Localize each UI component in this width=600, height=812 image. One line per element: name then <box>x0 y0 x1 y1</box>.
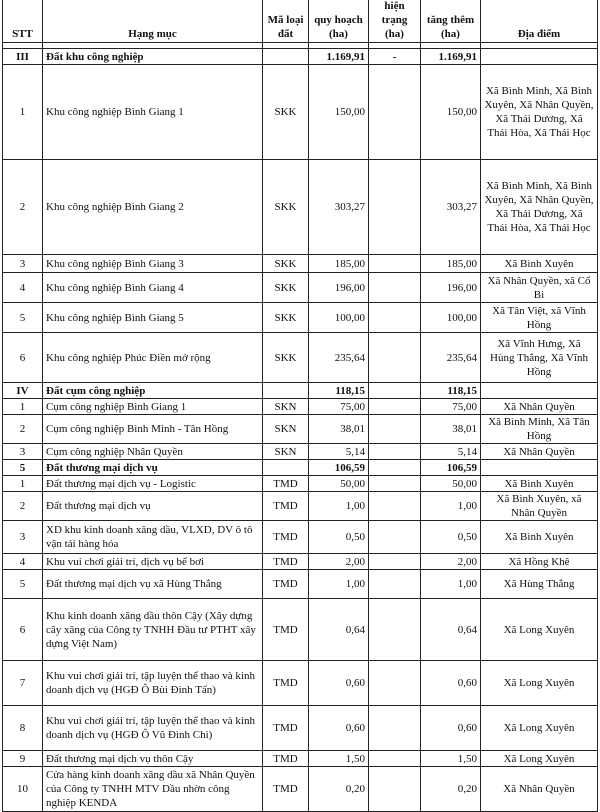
section-plan: 118,15 <box>309 383 369 399</box>
row-current <box>369 65 421 160</box>
row-location: Xã Long Xuyên <box>481 599 598 661</box>
row-increase: 2,00 <box>421 554 481 570</box>
row-location: Xã Bình Xuyên <box>481 255 598 273</box>
row-name: Khu công nghiệp Bình Giang 3 <box>43 255 263 273</box>
row-location: Xã Bình Xuyên <box>481 521 598 554</box>
row-increase: 1,00 <box>421 570 481 599</box>
row-plan: 1,00 <box>309 492 369 521</box>
row-name: Cụm công nghiệp Bình Minh - Tân Hồng <box>43 415 263 444</box>
section-increase: 106,59 <box>421 460 481 476</box>
section-code <box>263 49 309 65</box>
row-name: Cửa hàng kinh doanh xăng dầu xã Nhân Quyền của Công ty TNHH MTV Dầu nhờn công nghiệp KENDA <box>43 767 263 812</box>
table-row <box>3 767 598 812</box>
table-row <box>3 570 598 599</box>
row-increase: 303,27 <box>421 160 481 255</box>
row-code: TMD <box>263 476 309 492</box>
row-name: Khu công nghiệp Bình Giang 1 <box>43 65 263 160</box>
table-row <box>3 554 598 570</box>
section-location <box>481 49 598 65</box>
row-current <box>369 160 421 255</box>
row-plan: 185,00 <box>309 255 369 273</box>
row-plan: 235,64 <box>309 333 369 383</box>
header-stt: STT <box>3 0 43 43</box>
section-name: Đất khu công nghiệp <box>43 49 263 65</box>
row-current <box>369 333 421 383</box>
header-current: hiện trạng (ha) <box>369 0 421 43</box>
row-stt: 6 <box>3 333 43 383</box>
row-location: Xã Bình Xuyên, xã Nhân Quyền <box>481 492 598 521</box>
row-code: TMD <box>263 599 309 661</box>
row-location: Xã Tân Việt, xã Vĩnh Hồng <box>481 303 598 333</box>
row-name: XD khu kinh doanh xăng dầu, VLXD, DV ô tô vận tải hàng hóa <box>43 521 263 554</box>
header-code: Mã loại đất <box>263 0 309 43</box>
row-code: TMD <box>263 570 309 599</box>
row-location: Xã Bình Minh, Xã Bình Xuyên, Xã Nhân Quyền, Xã Thái Dương, Xã Thái Hòa, Xã Thái Học <box>481 65 598 160</box>
row-increase: 5,14 <box>421 444 481 460</box>
row-current <box>369 599 421 661</box>
row-code: SKK <box>263 273 309 303</box>
row-increase: 150,00 <box>421 65 481 160</box>
row-name: Đất thương mại dịch vụ thôn Cậy <box>43 751 263 767</box>
row-stt: 1 <box>3 399 43 415</box>
row-current <box>369 415 421 444</box>
row-name: Khu vui chơi giải trí, tập luyện thể thao và kinh doanh dịch vụ (HGĐ Ô Bùi Đình Tấn) <box>43 661 263 706</box>
section-code <box>263 383 309 399</box>
row-plan: 0,60 <box>309 661 369 706</box>
row-stt: 9 <box>3 751 43 767</box>
row-location: Xã Long Xuyên <box>481 706 598 751</box>
table-row <box>3 476 598 492</box>
row-increase: 185,00 <box>421 255 481 273</box>
section-row <box>3 383 598 399</box>
row-stt: 3 <box>3 521 43 554</box>
row-code: TMD <box>263 521 309 554</box>
row-name: Khu kinh doanh xăng dầu thôn Cậy (Xây dựng cây xăng của Công ty TNHH Đầu tư PTHT xây dựng Việt Nam) <box>43 599 263 661</box>
row-plan: 38,01 <box>309 415 369 444</box>
row-current <box>369 767 421 812</box>
row-increase: 196,00 <box>421 273 481 303</box>
row-current <box>369 273 421 303</box>
section-name: Đất thương mại dịch vụ <box>43 460 263 476</box>
row-stt: 2 <box>3 492 43 521</box>
row-plan: 2,00 <box>309 554 369 570</box>
row-code: TMD <box>263 767 309 812</box>
row-name: Đất thương mại dịch vụ - Logistic <box>43 476 263 492</box>
row-increase: 38,01 <box>421 415 481 444</box>
row-name: Đất thương mại dịch vụ xã Hùng Thắng <box>43 570 263 599</box>
row-plan: 75,00 <box>309 399 369 415</box>
row-code: SKK <box>263 333 309 383</box>
table-row <box>3 65 598 160</box>
table-row <box>3 706 598 751</box>
row-name: Cụm công nghiệp Nhân Quyền <box>43 444 263 460</box>
section-plan: 1.169,91 <box>309 49 369 65</box>
table-row <box>3 333 598 383</box>
row-plan: 0,50 <box>309 521 369 554</box>
row-plan: 150,00 <box>309 65 369 160</box>
table-row <box>3 255 598 273</box>
row-stt: 6 <box>3 599 43 661</box>
row-stt: 4 <box>3 273 43 303</box>
row-location: Xã Nhân Quyền <box>481 444 598 460</box>
row-code: TMD <box>263 661 309 706</box>
row-plan: 196,00 <box>309 273 369 303</box>
section-current <box>369 383 421 399</box>
row-location: Xã Bình Minh, Xã Tân Hồng <box>481 415 598 444</box>
table-row <box>3 492 598 521</box>
row-location: Xã Vĩnh Hưng, Xã Hùng Thắng, Xã Vĩnh Hồng <box>481 333 598 383</box>
row-current <box>369 661 421 706</box>
row-increase: 0,64 <box>421 599 481 661</box>
row-name: Khu công nghiệp Bình Giang 2 <box>43 160 263 255</box>
section-row <box>3 460 598 476</box>
row-increase: 1,50 <box>421 751 481 767</box>
row-current <box>369 444 421 460</box>
row-increase: 1,00 <box>421 492 481 521</box>
row-stt: 5 <box>3 570 43 599</box>
header-row <box>3 0 598 43</box>
section-stt: III <box>3 49 43 65</box>
table-row <box>3 303 598 333</box>
table-row <box>3 521 598 554</box>
row-increase: 0,20 <box>421 767 481 812</box>
table-row <box>3 661 598 706</box>
row-code: SKN <box>263 399 309 415</box>
row-location: Xã Nhân Quyền, xã Cổ Bi <box>481 273 598 303</box>
row-code: TMD <box>263 751 309 767</box>
row-location: Xã Long Xuyên <box>481 661 598 706</box>
row-name: Cụm công nghiệp Bình Giang 1 <box>43 399 263 415</box>
row-location: Xã Hồng Khê <box>481 554 598 570</box>
row-increase: 0,60 <box>421 706 481 751</box>
row-current <box>369 399 421 415</box>
row-plan: 100,00 <box>309 303 369 333</box>
row-current <box>369 554 421 570</box>
table-row <box>3 399 598 415</box>
row-plan: 0,64 <box>309 599 369 661</box>
row-stt: 3 <box>3 255 43 273</box>
row-location: Xã Nhân Quyền <box>481 767 598 812</box>
row-location: Xã Hùng Thắng <box>481 570 598 599</box>
row-current <box>369 303 421 333</box>
row-increase: 235,64 <box>421 333 481 383</box>
header-item: Hạng mục <box>43 0 263 43</box>
section-code <box>263 460 309 476</box>
row-current <box>369 255 421 273</box>
row-name: Khu vui chơi giải trí, dịch vụ bể bơi <box>43 554 263 570</box>
row-increase: 75,00 <box>421 399 481 415</box>
section-location <box>481 460 598 476</box>
row-increase: 50,00 <box>421 476 481 492</box>
table-row <box>3 273 598 303</box>
row-code: TMD <box>263 492 309 521</box>
row-name: Khu công nghiệp Bình Giang 4 <box>43 273 263 303</box>
row-stt: 2 <box>3 160 43 255</box>
row-name: Khu công nghiệp Bình Giang 5 <box>43 303 263 333</box>
row-stt: 2 <box>3 415 43 444</box>
row-plan: 0,60 <box>309 706 369 751</box>
table-row <box>3 444 598 460</box>
header-plan: quy hoạch (ha) <box>309 0 369 43</box>
table-row <box>3 751 598 767</box>
row-current <box>369 521 421 554</box>
row-location: Xã Bình Xuyên <box>481 476 598 492</box>
row-increase: 0,60 <box>421 661 481 706</box>
section-current: - <box>369 49 421 65</box>
table-row <box>3 599 598 661</box>
row-code: SKN <box>263 415 309 444</box>
header-increase: tăng thêm (ha) <box>421 0 481 43</box>
row-plan: 5,14 <box>309 444 369 460</box>
section-plan: 106,59 <box>309 460 369 476</box>
row-current <box>369 476 421 492</box>
section-increase: 118,15 <box>421 383 481 399</box>
row-increase: 100,00 <box>421 303 481 333</box>
row-stt: 3 <box>3 444 43 460</box>
land-use-table <box>2 0 598 812</box>
row-current <box>369 706 421 751</box>
header-location: Địa điểm <box>481 0 598 43</box>
row-name: Khu vui chơi giải trí, tập luyện thể thao và kinh doanh dịch vụ (HGĐ Ô Vũ Đình Chi) <box>43 706 263 751</box>
row-code: TMD <box>263 706 309 751</box>
row-code: SKK <box>263 160 309 255</box>
section-name: Đất cụm công nghiệp <box>43 383 263 399</box>
row-stt: 1 <box>3 65 43 160</box>
row-plan: 50,00 <box>309 476 369 492</box>
row-stt: 4 <box>3 554 43 570</box>
section-current <box>369 460 421 476</box>
row-stt: 5 <box>3 303 43 333</box>
row-plan: 303,27 <box>309 160 369 255</box>
row-current <box>369 492 421 521</box>
row-current <box>369 751 421 767</box>
row-location: Xã Nhân Quyền <box>481 399 598 415</box>
row-location: Xã Long Xuyên <box>481 751 598 767</box>
row-stt: 10 <box>3 767 43 812</box>
section-row <box>3 49 598 65</box>
row-current <box>369 570 421 599</box>
row-increase: 0,50 <box>421 521 481 554</box>
table-body <box>3 49 598 812</box>
row-name: Khu công nghiệp Phúc Điền mở rộng <box>43 333 263 383</box>
row-stt: 1 <box>3 476 43 492</box>
table-row <box>3 415 598 444</box>
row-code: SKN <box>263 444 309 460</box>
section-increase: 1.169,91 <box>421 49 481 65</box>
section-stt: IV <box>3 383 43 399</box>
row-plan: 1,00 <box>309 570 369 599</box>
row-name: Đất thương mại dịch vụ <box>43 492 263 521</box>
row-location: Xã Bình Minh, Xã Bình Xuyên, Xã Nhân Quyền, Xã Thái Dương, Xã Thái Hòa, Xã Thái Học <box>481 160 598 255</box>
row-code: SKK <box>263 255 309 273</box>
section-location <box>481 383 598 399</box>
section-stt: 5 <box>3 460 43 476</box>
row-plan: 0,20 <box>309 767 369 812</box>
row-plan: 1,50 <box>309 751 369 767</box>
row-code: TMD <box>263 554 309 570</box>
table-row <box>3 160 598 255</box>
row-stt: 8 <box>3 706 43 751</box>
row-code: SKK <box>263 65 309 160</box>
row-code: SKK <box>263 303 309 333</box>
row-stt: 7 <box>3 661 43 706</box>
